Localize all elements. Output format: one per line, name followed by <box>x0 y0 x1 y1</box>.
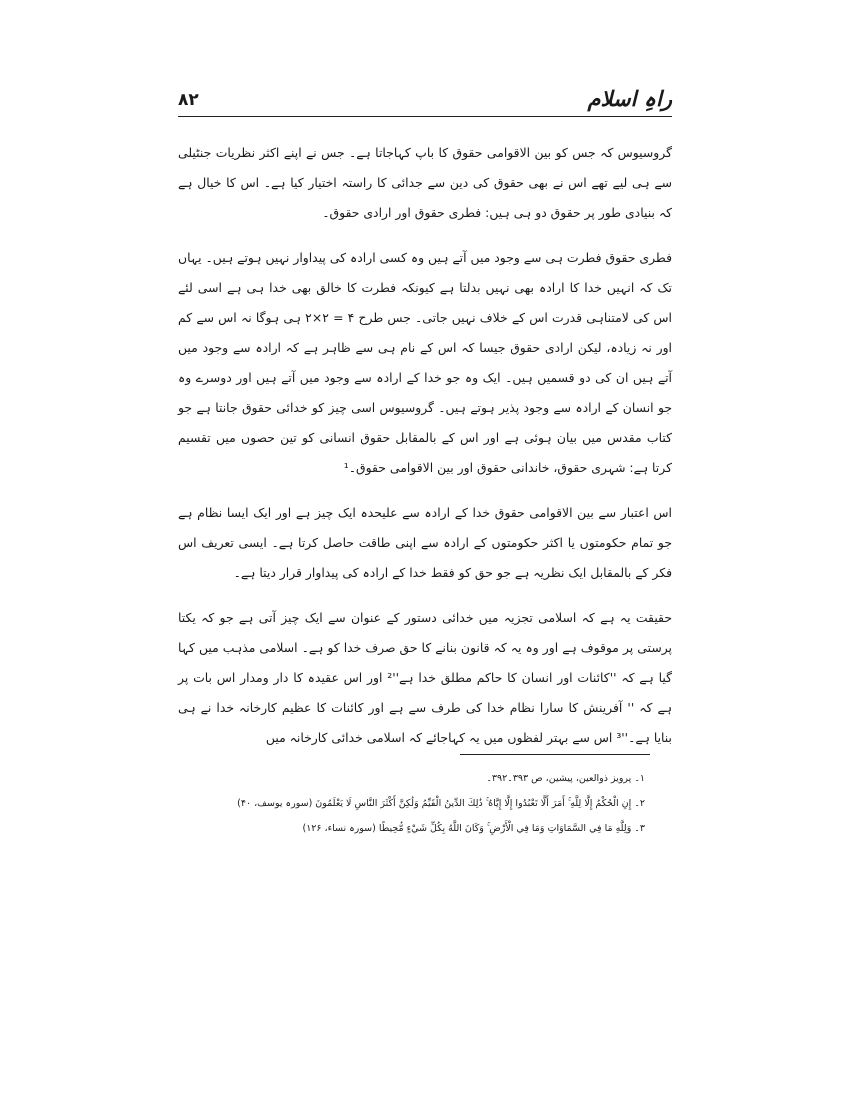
footnote-1: ۱۔ پرویز ذوالعین، پیشین، ص ۳۹۳۔۳۹۲۔ <box>486 773 645 784</box>
footnote-3: ۳۔ وَلِلَّهِ مَا فِي السَّمَاوَاتِ وَمَا فِي الْأَرْضِ ۚ وَكَانَ اللَّهُ بِكُلِّ شَيْءٍ مُّحِيطًا (سورہ نساء، ۱۲۶) <box>302 823 645 834</box>
page-header <box>178 88 672 120</box>
paragraph-1: گروسیوس کہ جس کو بین الاقوامی حقوق کا باپ کہاجاتا ہے۔ جس نے اپنے اکثر نظریات جنٹیلی سے ہی لیے تھے اس نے بھی حقوق کی دین سے جدائی کا راستہ اختیار کیا ہے۔ اس کا خیال ہے کہ بنیادی طور پر حقوق دو ہی ہیں: فطری حقوق اور ارادی حقوق۔ <box>178 145 672 220</box>
page-number: ۸۲ <box>178 90 199 110</box>
paragraph-3: اس اعتبار سے بین الاقوامی حقوق خدا کے ارادہ سے علیحدہ ایک چیز ہے اور ایک ایسا نظام ہے جو تمام حکومتوں یا اکثر حکومتوں کے ارادہ سے اپنی طاقت حاصل کرتا ہے۔ ایسی تعریف اس فکر کے بالمقابل ایک نظریہ ہے جو حق کو فقط خدا کے ارادہ کی پیداوار قرار دیتا ہے۔ <box>178 505 672 580</box>
header-rule <box>178 116 672 117</box>
running-title: راہِ اسلام <box>587 86 672 111</box>
footnote-rule <box>460 754 650 755</box>
footnote-2: ۲۔ إِنِ الْحُكْمُ إِلَّا لِلَّهِ ۚ أَمَرَ أَلَّا تَعْبُدُوا إِلَّا إِيَّاهُ ۚ ذَٰلِكَ الدِّينُ الْقَيِّمُ وَلَٰكِنَّ أَكْثَرَ النَّاسِ لَا يَعْلَمُونَ (سورہ یوسف، ۴۰) <box>237 798 645 809</box>
paragraph-4: حقیقت یہ ہے کہ اسلامی تجزیہ میں خدائی دستور کے عنوان سے ایک چیز آتی ہے جو کہ یکتا پرستی پر موقوف ہے اور وہ یہ کہ قانون بنانے کا حق صرف خدا کو ہے۔ اسلامی مذہب میں کہا گیا ہے کہ ''کائنات اور انسان کا حاکم مطلق خدا ہے''² اور اس عقیدہ کا دار ومدار اس بات پر ہے کہ '' آفرینش کا سارا نظام خدا کی طرف سے ہے اور کائنات کا عظیم کارخانہ خدا نے ہی بنایا ہے۔''³ اس سے بہتر لفظوں میں یہ کہاجائے کہ اسلامی خدائی کارخانہ میں <box>178 610 672 745</box>
body-text <box>178 138 672 768</box>
footnotes <box>178 766 645 841</box>
paragraph-2: فطری حقوق فطرت ہی سے وجود میں آتے ہیں وہ کسی ارادہ کی پیداوار نہیں ہوتے ہیں۔ یہاں تک کہ انہیں خدا کا ارادہ بھی نہیں بدلتا ہے کیونکہ فطرت کا خالق بھی خدا ہی ہے اسی لئے اس کی لامتناہی قدرت اس کے خلاف نہیں جاتی۔ جس طرح ۴ = ۲×۲ ہی ہوگا نہ اس سے کم اور نہ زیادہ، لیکن ارادی حقوق جیسا کہ اس کے نام ہی سے ظاہر ہے کہ ارادہ سے وجود میں آتے ہیں ان کی دو قسمیں ہیں۔ ایک وہ جو خدا کے ارادہ سے وجود میں آتے ہیں اور دوسرے وہ جو انسان کے ارادہ سے وجود پذیر ہوتے ہیں۔ گروسیوس اسی چیز کو خدائی حقوق جانتا ہے جو کتاب مقدس میں بیان ہوئی ہے اور اس کے بالمقابل حقوق انسانی کو تین حصوں میں تقسیم کرتا ہے: شہری حقوق، خاندانی حقوق اور بین الاقوامی حقوق۔¹ <box>178 250 673 475</box>
